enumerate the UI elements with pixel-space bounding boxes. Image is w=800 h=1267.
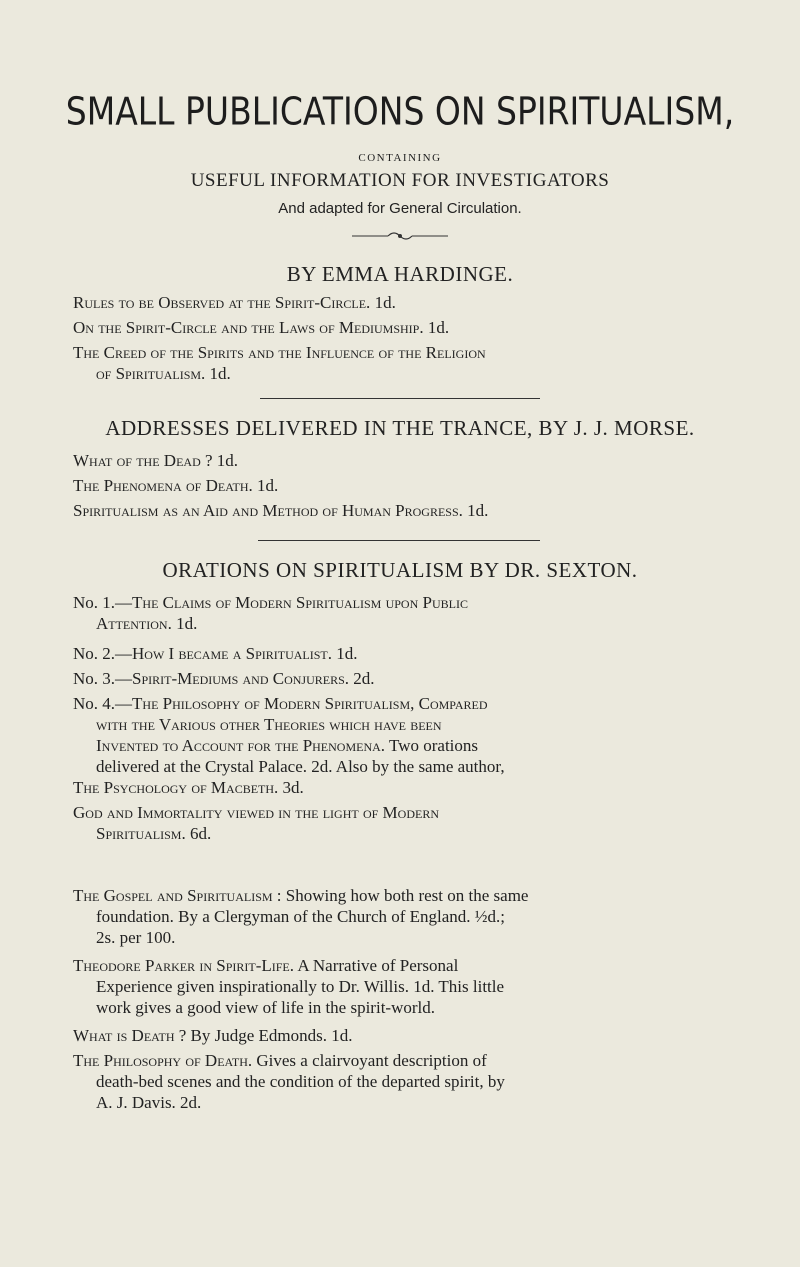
containing-label: CONTAINING bbox=[358, 152, 442, 164]
list-item: No. 4.—The Philosophy of Modern Spiritualism, Compared with the Various other Theories which have been Invented to Account for the Phenomena. Two orations delivered at the Crystal Palace. 2d. Also by the same author, bbox=[73, 694, 505, 776]
divider bbox=[258, 540, 540, 541]
divider bbox=[260, 398, 540, 399]
list-item: The Phenomena of Death. 1d. bbox=[73, 476, 279, 495]
section-heading-hardinge: BY EMMA HARDINGE. bbox=[286, 262, 514, 286]
list-item: What is Death ? By Judge Edmonds. 1d. bbox=[73, 1026, 353, 1045]
list-item: No. 3.—Spirit-Mediums and Conjurers. 2d. bbox=[73, 669, 375, 688]
list-item: The Gospel and Spiritualism : Showing how both rest on the same foundation. By a Clergyman of the Church of England. ½d.; 2s. per 100. bbox=[73, 886, 529, 947]
list-item: God and Immortality viewed in the light of Modern Spiritualism. 6d. bbox=[73, 803, 439, 843]
list-item: The Psychology of Macbeth. 3d. bbox=[73, 778, 304, 797]
list-item: On the Spirit-Circle and the Laws of Mediumship. 1d. bbox=[73, 318, 450, 337]
list-item: The Creed of the Spirits and the Influence of the Religion of Spiritualism. 1d. bbox=[73, 343, 486, 383]
subtitle: USEFUL INFORMATION FOR INVESTIGATORS bbox=[190, 170, 610, 191]
list-item: What of the Dead ? 1d. bbox=[73, 451, 239, 470]
section-heading-sexton: ORATIONS ON SPIRITUALISM BY DR. SEXTON. bbox=[162, 558, 638, 582]
adapted-note: And adapted for General Circulation. bbox=[278, 200, 522, 217]
list-item: No. 1.—The Claims of Modern Spiritualism upon Public Attention. 1d. bbox=[73, 593, 468, 633]
list-item: Rules to be Observed at the Spirit-Circle. 1d. bbox=[73, 293, 396, 312]
list-item: Spiritualism as an Aid and Method of Human Progress. 1d. bbox=[73, 501, 489, 520]
ornament-divider bbox=[350, 230, 450, 242]
list-item: No. 2.—How I became a Spiritualist. 1d. bbox=[73, 644, 358, 663]
list-item: Theodore Parker in Spirit-Life. A Narrative of Personal Experience given inspirationally to Dr. Willis. 1d. This little work gives a good view of life in the spirit-world. bbox=[73, 956, 505, 1017]
section-heading-morse: ADDRESSES DELIVERED IN THE TRANCE, BY J. J. MORSE. bbox=[105, 416, 695, 440]
page-title: SMALL PUBLICATIONS ON SPIRITUALISM, bbox=[65, 89, 735, 134]
list-item: The Philosophy of Death. Gives a clairvoyant description of death-bed scenes and the condition of the departed spirit, by A. J. Davis. 2d. bbox=[73, 1051, 505, 1112]
